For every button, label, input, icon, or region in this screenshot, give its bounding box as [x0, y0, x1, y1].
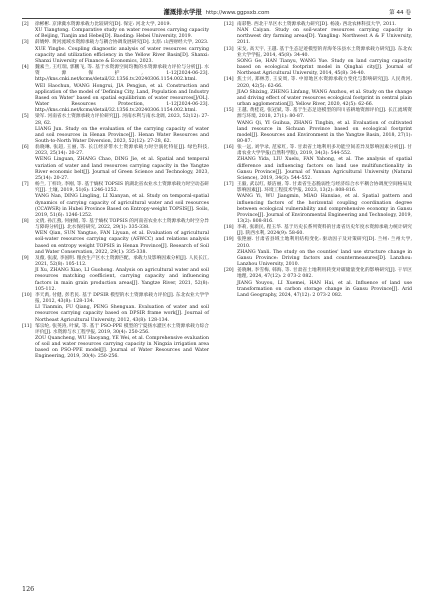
reference-number: [19] [224, 237, 234, 243]
journal-website-link[interactable]: http://www.ggpsxb.com [205, 10, 270, 16]
reference-text-english: XUE Yingbo. Coupling diagnostic analysis of water resources carrying capacity and utilization efficiency in the Yellow River Basin[D]. Shanxi: Shanxi University of Finance & Economics, 2023. [35, 46, 209, 64]
reference-entry [22, 145, 209, 182]
reference-text-chinese: 徐彬彬. 京津冀水资源承载力比较研究[D]. 保定: 河北大学, 2019. [35, 22, 171, 27]
reference-number: [20] [224, 268, 234, 274]
reference-text-english: XU Tiangtong. Comparative study on water resources carrying capacity of Beijing, Tianjin and Hebei[D]. Baoding: Hebei University, 2019. [35, 28, 209, 40]
reference-number: [7] [22, 182, 29, 188]
reference-entry [224, 237, 412, 268]
reference-text-chinese: 薛婧婷. 黄河流域水资源承载力与耦合协调发展研究[D]. 太原: 山西财经大学, 2023. [35, 40, 209, 46]
reference-number: [13] [224, 46, 234, 52]
reference-text-english: SONG Ge, HAN Tianyu, WANG Yue. Study on land carrying capacity based on ecological footprint model in Qinghai city[J]. Journal of Northeast Agricultural University, 2014, 45(8): 34-40. [237, 58, 412, 77]
reference-text-english: JI Xu, ZHANG Xiao, LI Guohong. Analysis on agricultural water and soil resources matching coefficient, carrying capacity and influencing factors in main grain production areas[J]. Yangtze River, 2021, 52(8): 105-112. [35, 268, 209, 292]
header-journal-block [22, 7, 411, 16]
reference-number: [16] [224, 145, 234, 151]
reference-entry [224, 182, 412, 225]
reference-text-english: YANG Nan, DING Lingling, LI Xianyan, et al. Study on temporal-spatial dynamics of carrying capacity of agricultural water and soil resources (CCAWSR) in Hubei Province Based on Entropy-weight TOPSIS[J]. Soils, 2019, 51(6): 1246-1252. [35, 194, 209, 218]
reference-entry [224, 268, 412, 299]
reference-entry [22, 182, 209, 219]
reference-entry [22, 114, 209, 145]
reference-number: [9] [22, 255, 29, 261]
reference-number: [6] [22, 145, 29, 151]
reference-text-chinese: 南彩艳. 西北干旱区水土资源承载力研究[D]. 杨凌: 西北农林科技大学, 2011. [237, 22, 397, 27]
reference-entry [22, 256, 209, 293]
journal-name: 灌溉排水学报 [163, 8, 202, 16]
reference-entry [22, 293, 209, 324]
reference-entry [224, 77, 412, 108]
reference-text-english: JIAO Shixing, ZHENG Linfang, WANG Anzhou, et al. Study on the change and driving effect of water resources ecological footprint in central plain urban agglomeration[J]. Yellow River, 2020, 42(5): 62-66. [237, 89, 413, 108]
reference-text-english: JIANG Youyou, LI Xuemei, HAN Hai, et al. Influence of land use transformation on carbon storage change in Gansu Province[J]. Arid Land Geography, 2024, 47(12): 2 073-2 082. [237, 280, 412, 298]
reference-text-chinese: 杨兰, 丁梓玲, 李刚, 等. 基于熵权 TOPSIS 的湖北省农业水土资源承载力时空动态研究[J]. 土壤, 2019, 51(6): 1246-1252. [35, 182, 209, 194]
reference-text-chinese: 宋戈, 高天宇, 王越. 基于生态足迹模型的青海冬乐县水土资源承载力研究[J]. 东北农业大学学报, 2014, 45(8): 34-40. [237, 46, 412, 58]
reference-entry [22, 65, 209, 114]
reference-entry [224, 145, 412, 182]
reference-text-chinese: 焦士兴, 郑林芳, 王安周, 等. 中原地区水资源承载力变化与影响研究[J]. 人民黄河, 2020, 42(5): 62-66. [237, 77, 412, 89]
reference-number: [18] [224, 225, 234, 231]
reference-entry [224, 225, 412, 237]
reference-text-english: WANG Qi, YI Guihua, ZHANG Tingbin, et al. Evaluation of cultivated land resource in Sichuan Province based on ecological footprint model[J]. Resources and Environment in the Yangtze Basin, 2018, 27(1): 80-87. [237, 120, 412, 144]
volume-label: 第 44 卷 [389, 10, 411, 16]
reference-text-chinese: 张艳丽. 甘肃省县域土地利用结构变化: 驱动因子及对策研究[D]. 兰州: 兰州大学, 2010. [237, 237, 412, 249]
references-right-column [224, 22, 412, 299]
reference-text-chinese: 魏素兰, 王红瑞, 郭鹏飞, 等. 基于水资源空间均衡的水资源承载力评价与分析[J]. 水资源保护, 1-12[2024-06-23]. http://kns.cnki.net/kcms/detail/32.1356.tv.20240306.1154.002.html. [35, 65, 209, 83]
reference-number: [3] [22, 40, 29, 46]
reference-text-chinese: 姜晓琳, 李雪梅, 韩海, 等. 甘肃省土地利用转变对碳储量变化的影响研究[J]. 干旱区地理, 2024, 47(12): 2 073-2 082. [237, 268, 412, 280]
reference-text-chinese: 梁军. 河南省水土资源承载力评价研究[J]. 河南水利与南水北调, 2023, 52(12): 27-28, 62. [35, 114, 209, 126]
reference-text-english: LIANG Jun. Study on the evaluation of the carrying capacity of water and soil resources in Henan Province[J]. Henan Water Resources and South-to-North Water Diversion, 2023, 52(12): 27-28, 62. [35, 126, 209, 144]
reference-entry [22, 40, 209, 65]
reference-number: [10] [22, 292, 32, 298]
reference-text-chinese: 王越, 黄桂花, 张冠斌, 等. 基于生态足迹模型的四川省耕地资源评价[J]. 长江流域资源与环境, 2018, 27(1): 80-87. [237, 108, 412, 120]
reference-number: [15] [224, 108, 234, 114]
reference-text-english: ZOU Quancheng, WU Haoyang, YE Wei, et al. Comprehensive evaluation of soil and water resources carrying capacity in Ningxia irrigation area based on PSO-PPE model[J]. Journal of Water Resources and Water Engineering, 2019, 30(4): 250-256. [35, 335, 209, 360]
reference-text-chinese: 张一远, 刘学录, 范家红, 等. 甘肃省土地利用多功能空间差异及影响因素分析[J]. 甘肃农业大学学报(自然科学版), 2019, 34(3): 544-552. [237, 145, 412, 157]
reference-text-chinese: 王毅, 武以红, 蔡洁丽, 等. 甘肃省生态脆弱性与经济综合水平耦合协调度空间格局及影响因素[J]. 环境工程技术学报, 2023, 13(2): 808-816. [237, 182, 412, 194]
reference-text-english: ZHANG Yanli. The study on the counties' land use structure change in Gansu Province: Driving factors and countermeasures[D]. Lanzhou: Lanzhou University, 2010. [237, 249, 412, 268]
reference-text-chinese: 文倩, 孙江燕, 何丽娟, 等. 基于熵权 TOPSIS 的河南省农业水土资源承载力时空分异与障碍分析[J]. 北水保持研究, 2022, 29(1): 335-338. [35, 219, 209, 231]
reference-entry [224, 47, 412, 78]
reference-text-chinese: 翁晓琳, 张超, 王丽, 等. 长江经济带水土资源承载力时空演化特征[J]. 绿色科技, 2023, 25(14): 20-27. [35, 145, 209, 157]
reference-text-chinese: 李天禹, 付健, 彭若民. 基于 DPSIR 模型的水土资源承载力评价[J]. 东北农业大学学报, 2012, 43(8): 128-134. [35, 292, 209, 305]
reference-entry [224, 108, 412, 145]
reference-text-english: LI Tianmin, FU Qiang, PENG Shenguan. Evaluation of water and soil resources carrying capacity based on DPSIR frame work[J]. Journal of Northeast Agricultural University, 2012, 43(8): 128-134. [35, 305, 209, 323]
reference-number: [5] [22, 114, 29, 120]
reference-entry [224, 22, 412, 47]
reference-number: [12] [224, 22, 234, 27]
reference-entry [22, 219, 209, 256]
page-number: 126 [22, 585, 35, 593]
references-left-column [22, 22, 209, 361]
reference-number: [11] [22, 323, 32, 329]
reference-text-english: NAN Caiyan. Study on soil-water resources carrying capacity in northwest dry farming areas[D]. Yangling: Northwest A & F University, 2011. [237, 28, 412, 46]
reference-number: [2] [22, 22, 29, 27]
reference-text-english: WANG Yi, WU Jiangmin, MIAO Hanxiao, et al. Spatial pattern and influencing factors of the horizontal coupling coordination degree between ecological vulnerability and comprehensive economy in Gansu Province[J]. Journal of Environmental Engineering and Technology, 2019, 13(2): 808-816. [237, 194, 412, 224]
reference-number: [4] [22, 65, 29, 71]
reference-entry [22, 22, 209, 40]
reference-number: [8] [22, 219, 29, 224]
reference-text-chinese: 及薇, 张淑, 李国明. 粮食生产区水土资源匹配、承载力及影响因素分析[J]. 人民长江, 2021, 52(8): 105-112. [35, 255, 209, 268]
reference-text-chinese: 李莉, 张新民, 程玉华. 基于历史长系列资料的甘肃省历史年度水资源承载力统计研究[J]. 陕西水利, 2024(9): 58-60. [237, 225, 412, 237]
reference-text-english: WEI Haochun, WANG Hongrui, JIA Pengjun, et al. Construction and application of the model of 'Defining City, Land, Population and Industry Based on Water' based on spatial equilibrium of water resources[J/OL]. Water Resources Protection, 1-12[2024-06-23]. http://kns.cnki.net/kcms/detail/32.1356.tv.20240306.1154.002.html. [35, 83, 209, 114]
reference-text-english: WEN Qian, SUN Yangtao, FAN Liyuan, et al. Evaluation of agricultural soil-water resources carrying capacity (ASWCC) and relations analysis based on entropy weight TOPSIS in Henan Province[J]. Research of Soil and Water Conservation, 2022, 29(1): 335-338. [35, 231, 209, 255]
reference-text-english: ZHANG Yida, LIU Xuelu, FAN Yahong, et al. The analysis of spatial difference and influencing factors on land use multifunctionality in Gansu Province[J]. Journal of Yunnan Agricultural University (Natural Science), 2019, 34(3): 544-552. [237, 157, 412, 181]
reference-entry [22, 324, 209, 361]
reference-number: [14] [224, 77, 234, 83]
reference-text-chinese: 邹宗纶, 张英涛, 叶斌, 等. 基于 PSO-PPE 模型的宁夏扬水灌区水土资源承载力综合评价[J]. 水资源与水工程学报, 2019, 30(4): 250-256. [35, 323, 209, 335]
page-header [22, 6, 411, 19]
reference-number: [17] [224, 182, 234, 188]
reference-text-english: WENG Linguan, ZHANG Chao, DING Jie, et al. Spatial and temporal variation of water and land resources carrying capacity in the Yangtze River economic belt[J]. Journal of Green Science and Technology, 2023, 25(14): 20-27. [35, 157, 209, 181]
